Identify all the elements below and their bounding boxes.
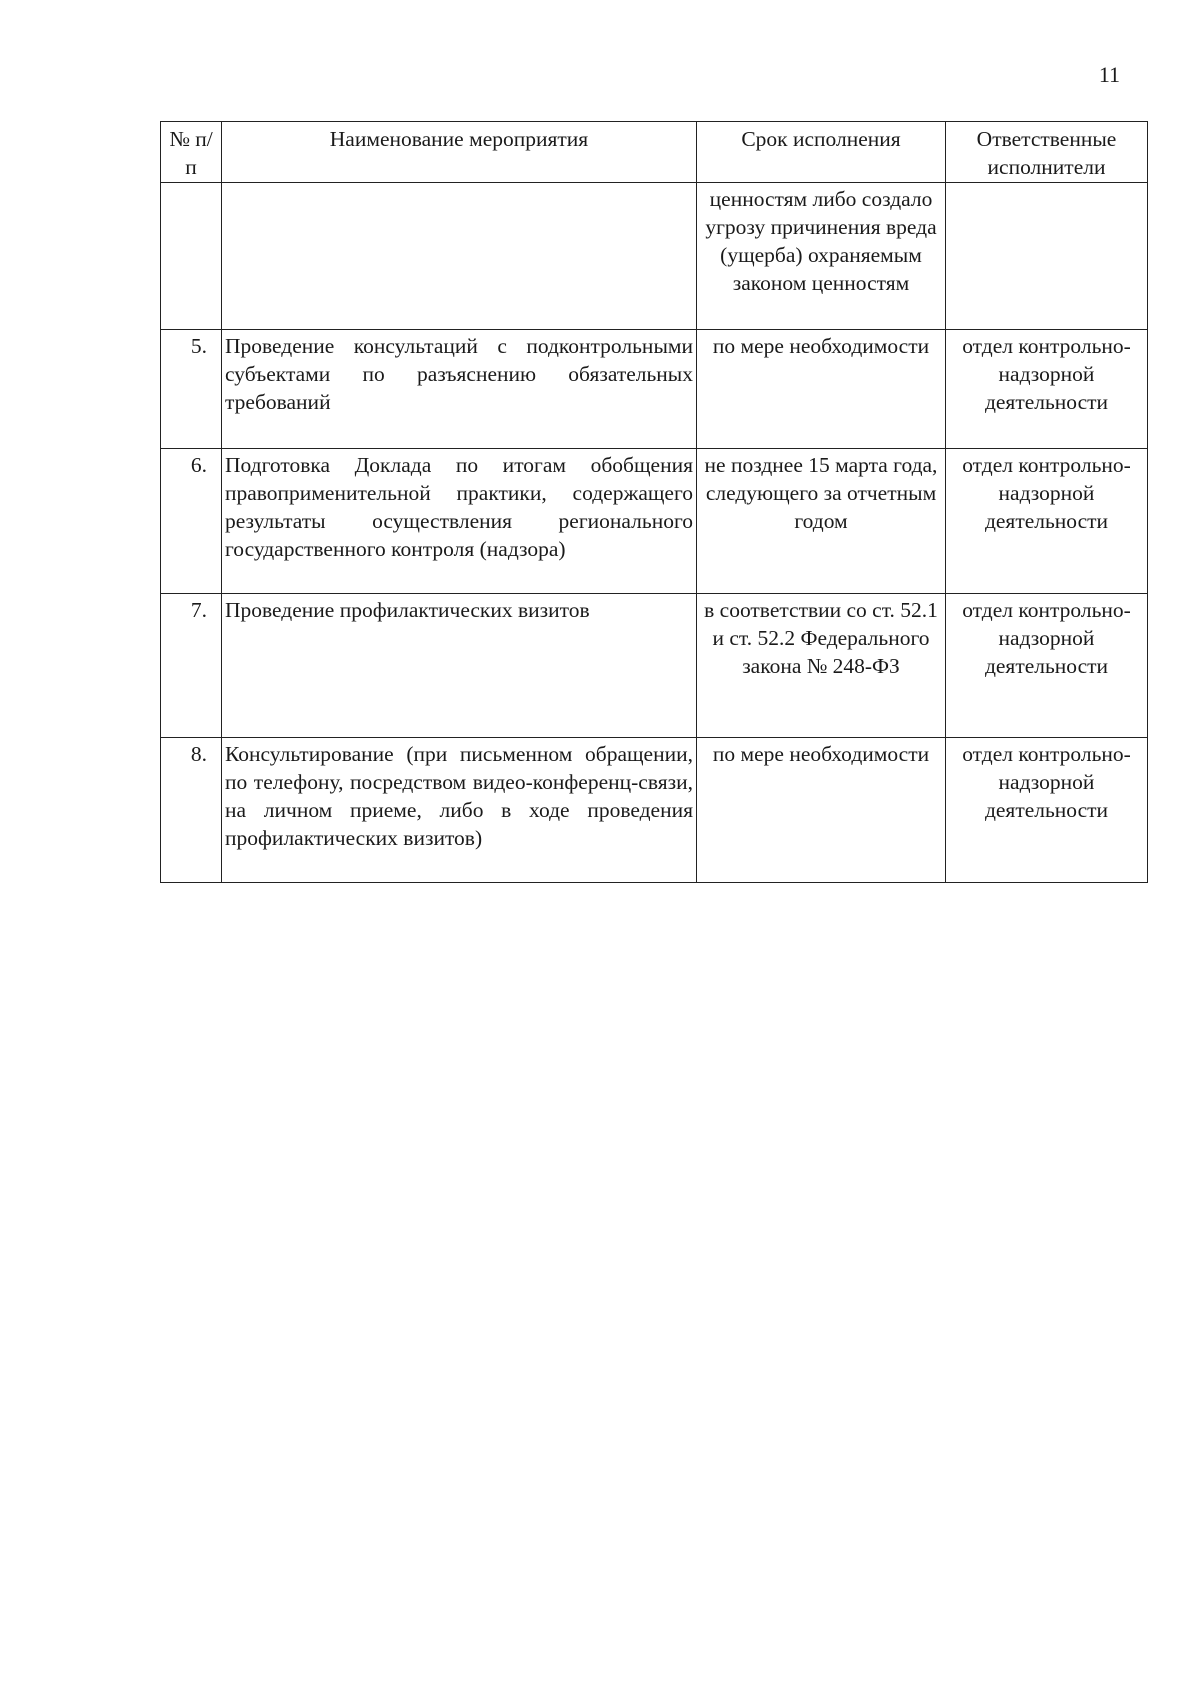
responsible: отдел контрольно-надзорной деятельности: [946, 594, 1148, 738]
table-header-row: [161, 122, 1148, 183]
header-number: № п/п: [161, 122, 222, 183]
table-row: [161, 738, 1148, 883]
measures-table: [160, 121, 1148, 883]
measure-name: Подготовка Доклада по итогам обобщения правоприменительной практики, содержащего результаты осуществления регионального государственного контроля (надзора): [222, 449, 697, 594]
responsible: отдел контрольно-надзорной деятельности: [946, 449, 1148, 594]
header-measure-name: Наименование мероприятия: [222, 122, 697, 183]
measure-name: Консультирование (при письменном обращении, по телефону, посредством видео-конференц-связи, на личном приеме, либо в ходе проведения профилактических визитов): [222, 738, 697, 883]
row-number: [161, 183, 222, 330]
row-number: 8.: [161, 738, 222, 883]
deadline: в соответствии со ст. 52.1 и ст. 52.2 Федерального закона № 248-ФЗ: [697, 594, 946, 738]
row-number: 7.: [161, 594, 222, 738]
header-deadline: Срок исполнения: [697, 122, 946, 183]
measure-name: Проведение консультаций с подконтрольными субъектами по разъяснению обязательных требований: [222, 330, 697, 449]
table-row: [161, 330, 1148, 449]
deadline: по мере необходимости: [697, 738, 946, 883]
deadline: не позднее 15 марта года, следующего за отчетным годом: [697, 449, 946, 594]
responsible: [946, 183, 1148, 330]
deadline: ценностям либо создало угрозу причинения вреда (ущерба) охраняемым законом ценностям: [697, 183, 946, 330]
row-number: 6.: [161, 449, 222, 594]
measure-name: Проведение профилактических визитов: [222, 594, 697, 738]
header-responsible: Ответственные исполнители: [946, 122, 1148, 183]
page-number: 11: [1098, 62, 1120, 87]
table-row: [161, 183, 1148, 330]
measure-name: [222, 183, 697, 330]
responsible: отдел контрольно-надзорной деятельности: [946, 330, 1148, 449]
row-number: 5.: [161, 330, 222, 449]
deadline: по мере необходимости: [697, 330, 946, 449]
responsible: отдел контрольно-надзорной деятельности: [946, 738, 1148, 883]
table-row: [161, 594, 1148, 738]
table-row: [161, 449, 1148, 594]
